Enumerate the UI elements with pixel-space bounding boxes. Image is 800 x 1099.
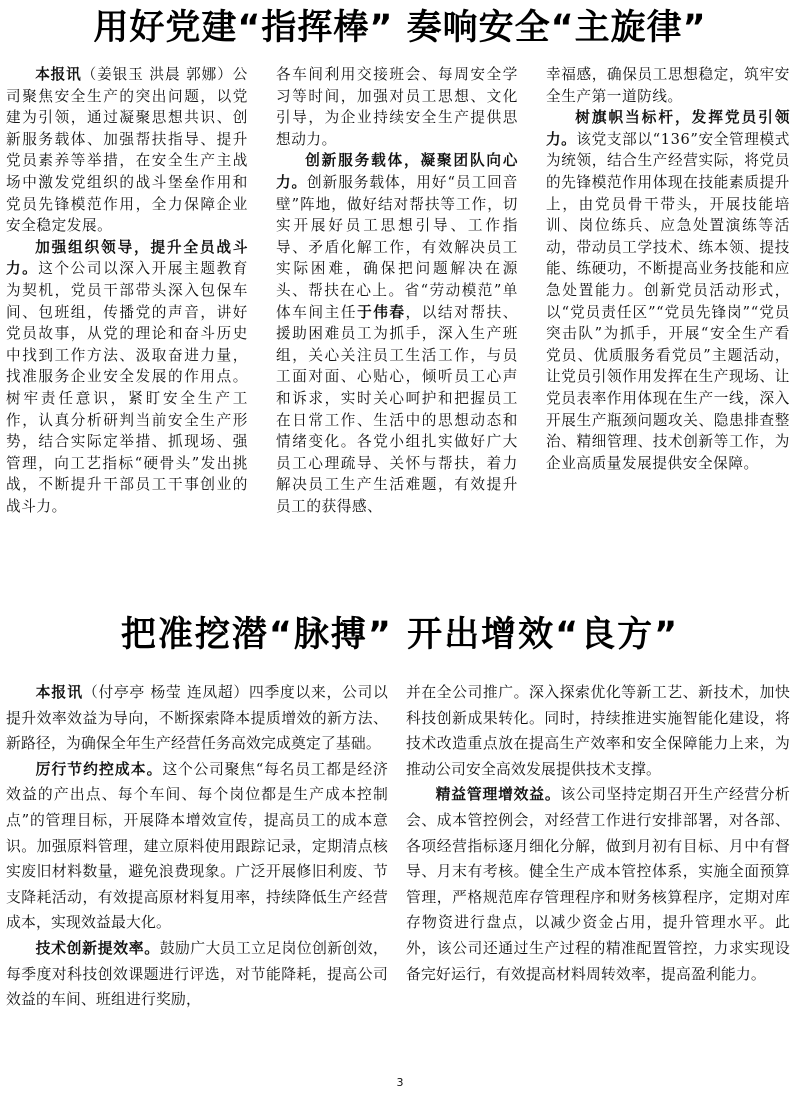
section-text: 该公司坚持定期召开生产经营分析会、成本管控例会，对经营工作进行安排部署，对各部、各项经营指标逐月细化分解，做到月初有目标、月中有督导、月末有考核。健全生产成本管控体系，实施全面预算管理，严格规范库存管理程序和财务核算程序，定期对库存物资进行盘点，以减少资金占用，提升管理水平。此外，该公司还通过生产过程的精准配置管控，力求实现设备完好运行，有效提高材料周转效率，提高盈利能力。 xyxy=(406,786,790,983)
article1-headline: 用好党建“指挥棒” 奏响安全“主旋律” xyxy=(93,8,707,48)
section-heading: 创新服务载体，凝聚团队向心力。 xyxy=(276,152,518,191)
section-text: 鼓励广大员工立足岗位创新创效，每季度对科技创效课题进行评选，对节能降耗，提高公司效益的车间、班组进行奖励， xyxy=(6,939,388,1009)
page-number: 3 xyxy=(396,1076,404,1089)
section-text: 这个公司以深入开展主题教育为契机，党员干部带头深入包保车间、包班组，传播党的声音，讲好党员故事，从党的理论和奋斗历史中找到工作方法、汲取奋进力量，找准服务企业安全发展的作用点。树牢责任意识，紧盯安全生产工作，认真分析研判当前安全生产形势，结合实际定举措、抓现场、强管理，向工艺指标“硬骨头”发出挑战，不断提升干部员工干事创业的战斗力。 xyxy=(6,260,248,515)
article2-column-1 xyxy=(6,680,388,1068)
article1-section-2 xyxy=(276,150,518,517)
article1-section-3 xyxy=(546,107,790,474)
article2-section-1 xyxy=(6,757,388,936)
article1-section-1 xyxy=(6,237,248,518)
lead-text: （付亭亭 杨莹 连凤超）四季度以来，公司以提升效率效益为导向，不断探索降本提质增效的新方法、新路径，为确保全年生产经营任务高效完成奠定了基础。 xyxy=(6,684,388,753)
article2-section-3 xyxy=(406,782,790,987)
article1-section-2-continued xyxy=(546,64,790,107)
article2-column-2 xyxy=(406,680,790,1068)
section-text-continued: ，以结对帮扶、援助困难员工为抓手，深入生产班组，关心关注员工生活工作，与员工面对面、心贴心，倾听员工心声和诉求，实时关心呵护和把握员工在日常工作、生活中的思想动态和情绪变化。各党小组扎实做好广大员工心理疏导、关怀与帮扶，着力解决员工生产生活难题，有效提升员工的获得感、 xyxy=(276,303,518,515)
dateline-label: 本报讯 xyxy=(35,66,82,83)
person-name: 于伟春 xyxy=(357,303,406,321)
section-text: 该党支部以“136”安全管理模式为统领，结合生产经营实际，将党员的先锋模范作用体现在技能素质提升上，由党员骨干带头，开展技能培训、岗位练兵、应急处置演练等活动，带动员工学技术、练本领、提技能、练硬功，不断提高业务技能和应急处置能力。创新党员活动形式，以“党员责任区”“党员先锋岗”“党员突击队”为抓手，开展“安全生产看党员、优质服务看党员”主题活动，让党员引领作用发挥在生产现场、让党员表率作用体现在生产一线，深入开展生产瓶颈问题攻关、隐患排查整治、精细管理、技术创新等工作，为企业高质量发展提供安全保障。 xyxy=(546,130,790,472)
section-text: 创新服务载体，用好“员工回音壁”阵地，做好结对帮扶等工作，切实开展好员工思想引导、工作指导、矛盾化解工作，有效解决员工实际困难，确保把问题解决在源头、帮扶在心上。省“劳动模范”单体车间主任 xyxy=(276,173,518,321)
article1-column-3 xyxy=(546,64,790,592)
section-heading: 加强组织领导，提升全员战斗力。 xyxy=(6,238,248,278)
section-heading: 厉行节约控成本。 xyxy=(35,760,163,778)
article1-column-1 xyxy=(6,64,248,592)
article2-lead-paragraph xyxy=(6,680,388,757)
section-heading: 技术创新提效率。 xyxy=(35,939,160,957)
section-text: 这个公司聚焦“每名员工都是经济效益的产出点、每个车间、每个岗位都是生产成本控制点”的管理目标，开展降本增效宣传，提高员工的成本意识。加强原料管理，建立原料使用跟踪记录，定期清点核实废旧材料数量，避免浪费现象。广泛开展修旧利废、节支降耗活动，有效提高原材料复用率，持续降低生产经营成本，实现效益最大化。 xyxy=(6,760,388,932)
section-heading: 精益管理增效益。 xyxy=(435,786,561,804)
article2-section-2-continued xyxy=(406,680,790,782)
section-text: 幸福感，确保员工思想稳定，筑牢安全生产第一道防线。 xyxy=(546,66,790,105)
article1-column-2 xyxy=(276,64,518,592)
lead-text: （姜银玉 洪晨 郭娜）公司聚焦安全生产的突出问题，以党建为引领，通过凝聚思想共识、创新服务载体、加强帮扶指导、提升党员素养等举措，在安全生产主战场中激发党组织的战斗堡垒作用和党员先锋模范作用，全力保障企业安全稳定发展。 xyxy=(6,66,248,235)
section-text: 并在全公司推广。深入探索优化等新工艺、新技术，加快科技创新成果转化。同时，持续推进实施智能化建设，将技术改造重点放在提高生产效率和安全保障能力上来，为推动公司安全高效发展提供技术支撑。 xyxy=(406,684,790,778)
article1-section-1-continued xyxy=(276,64,518,150)
article1-lead-paragraph xyxy=(6,64,248,237)
section-heading: 树旗帜当标杆，发挥党员引领力。 xyxy=(546,109,790,148)
dateline-label: 本报讯 xyxy=(35,684,84,701)
section-text: 各车间利用交接班会、每周安全学习等时间，加强对员工思想、文化引导，为企业持续安全生产提供思想动力。 xyxy=(276,66,518,148)
article2-section-2 xyxy=(6,936,388,1013)
article2-headline: 把准挖潜“脉搏” 开出增效“良方” xyxy=(120,615,680,655)
